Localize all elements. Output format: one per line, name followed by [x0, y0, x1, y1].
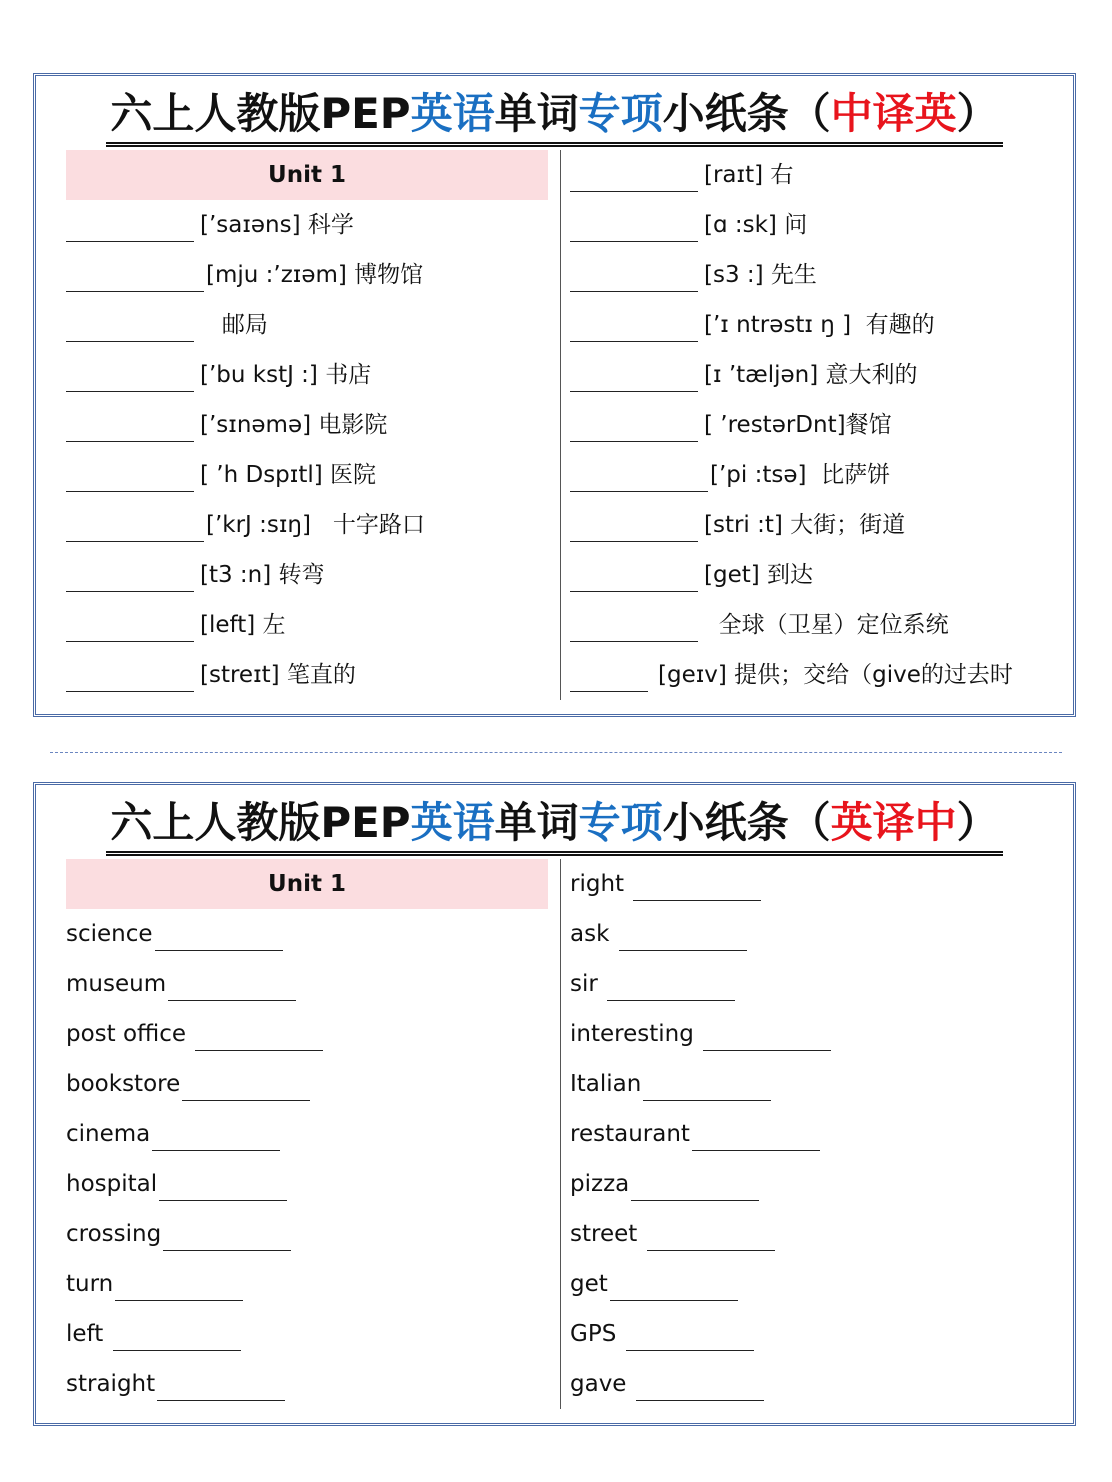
answer-blank[interactable]	[66, 490, 194, 492]
list-item	[570, 300, 1060, 350]
title-part: 英语	[410, 89, 495, 138]
phonetic-meaning: [s3 :] 先生	[704, 262, 817, 288]
list-item	[570, 400, 1060, 450]
phonetic-meaning: [raɪt] 右	[704, 162, 794, 188]
phonetic-meaning: [ ’h Dspɪtl] 医院	[200, 462, 377, 488]
list-item	[66, 250, 548, 300]
list-item	[66, 200, 548, 250]
phonetic-meaning: [t3 :n] 转弯	[200, 562, 325, 588]
list-item	[66, 1009, 548, 1059]
left-column	[66, 859, 548, 1409]
title-part: 六上人教版PEP	[110, 798, 411, 847]
answer-blank[interactable]	[626, 1349, 754, 1351]
title-part: 单词	[494, 798, 579, 847]
title-part: 小纸条（	[662, 798, 831, 847]
english-word: interesting	[570, 1021, 702, 1047]
list-item	[570, 859, 1060, 909]
answer-blank[interactable]	[66, 290, 204, 292]
answer-blank[interactable]	[570, 340, 698, 342]
list-item	[66, 1359, 548, 1409]
list-item	[66, 550, 548, 600]
column-divider	[560, 150, 561, 700]
answer-blank[interactable]	[570, 690, 648, 692]
card-title	[36, 84, 1073, 147]
answer-blank[interactable]	[155, 949, 283, 951]
list-item	[570, 250, 1060, 300]
english-word: post office	[66, 1021, 194, 1047]
answer-blank[interactable]	[66, 690, 194, 692]
english-word: museum	[66, 971, 167, 997]
list-item	[570, 1159, 1060, 1209]
list-item	[570, 200, 1060, 250]
list-item	[66, 650, 548, 700]
english-word: bookstore	[66, 1071, 181, 1097]
list-item	[570, 600, 1060, 650]
answer-blank[interactable]	[115, 1299, 243, 1301]
answer-blank[interactable]	[643, 1099, 771, 1101]
list-item	[66, 959, 548, 1009]
column-divider	[560, 859, 561, 1409]
title-part: 中译英	[830, 89, 957, 138]
list-item	[570, 450, 1060, 500]
answer-blank[interactable]	[570, 240, 698, 242]
answer-blank[interactable]	[570, 190, 698, 192]
answer-blank[interactable]	[66, 540, 204, 542]
english-word: cinema	[66, 1121, 151, 1147]
vocab-card-cn-to-en	[33, 73, 1076, 717]
list-item	[570, 1359, 1060, 1409]
right-column	[570, 150, 1060, 700]
list-item	[570, 500, 1060, 550]
answer-blank[interactable]	[570, 440, 698, 442]
answer-blank[interactable]	[570, 390, 698, 392]
english-word: street	[570, 1221, 645, 1247]
phonetic-meaning: [streɪt] 笔直的	[200, 662, 356, 688]
english-word: turn	[66, 1271, 114, 1297]
phonetic-meaning: [ɑ :sk] 问	[704, 212, 808, 238]
answer-blank[interactable]	[157, 1399, 285, 1401]
phonetic-meaning: [left] 左	[200, 612, 286, 638]
english-word: hospital	[66, 1171, 158, 1197]
title-part: 单词	[494, 89, 579, 138]
list-item	[66, 909, 548, 959]
list-item	[66, 500, 548, 550]
list-item	[570, 350, 1060, 400]
list-item	[66, 300, 548, 350]
phonetic-meaning: 全球（卫星）定位系统	[704, 612, 949, 638]
answer-blank[interactable]	[570, 290, 698, 292]
answer-blank[interactable]	[570, 640, 698, 642]
right-column	[570, 859, 1060, 1409]
answer-blank[interactable]	[692, 1149, 820, 1151]
english-word: left	[66, 1321, 111, 1347]
answer-blank[interactable]	[619, 949, 747, 951]
title-part: 小纸条（	[662, 89, 831, 138]
answer-blank[interactable]	[631, 1199, 759, 1201]
title-part: 专项	[578, 89, 663, 138]
list-item	[570, 909, 1060, 959]
list-item	[570, 550, 1060, 600]
answer-blank[interactable]	[152, 1149, 280, 1151]
answer-blank[interactable]	[195, 1049, 323, 1051]
list-item	[66, 1209, 548, 1259]
phonetic-meaning: [ɪ ’tæljən] 意大利的	[704, 362, 918, 388]
list-item	[66, 350, 548, 400]
phonetic-meaning: [’krJ :sɪŋ] 十字路口	[206, 512, 425, 538]
answer-blank[interactable]	[633, 899, 761, 901]
phonetic-meaning: 邮局	[200, 312, 268, 338]
list-item	[570, 150, 1060, 200]
answer-blank[interactable]	[570, 590, 698, 592]
list-item	[66, 600, 548, 650]
english-word: straight	[66, 1371, 156, 1397]
english-word: restaurant	[570, 1121, 690, 1147]
card-title	[36, 793, 1073, 856]
list-item	[570, 1009, 1060, 1059]
english-word: crossing	[66, 1221, 162, 1247]
unit-header: Unit 1	[66, 859, 548, 909]
english-word: right	[570, 871, 632, 897]
list-item	[570, 1309, 1060, 1359]
title-part: 英语	[410, 798, 495, 847]
phonetic-meaning: [’ɪ ntrəstɪ ŋ ] 有趣的	[704, 312, 935, 338]
english-word: get	[570, 1271, 608, 1297]
title-part: ）	[956, 89, 999, 138]
title-part: 专项	[578, 798, 663, 847]
phonetic-meaning: [’bu kstJ :] 书店	[200, 362, 372, 388]
answer-blank[interactable]	[570, 540, 698, 542]
english-word: Italian	[570, 1071, 642, 1097]
answer-blank[interactable]	[66, 240, 194, 242]
list-item	[66, 400, 548, 450]
answer-blank[interactable]	[159, 1199, 287, 1201]
list-item	[66, 450, 548, 500]
answer-blank[interactable]	[66, 390, 194, 392]
answer-blank[interactable]	[66, 340, 194, 342]
answer-blank[interactable]	[636, 1399, 764, 1401]
answer-blank[interactable]	[163, 1249, 291, 1251]
title-part: ）	[956, 798, 999, 847]
list-item	[570, 1109, 1060, 1159]
answer-blank[interactable]	[113, 1349, 241, 1351]
english-word: sir	[570, 971, 606, 997]
answer-blank[interactable]	[703, 1049, 831, 1051]
english-word: science	[66, 921, 153, 947]
list-item	[570, 959, 1060, 1009]
list-item	[66, 1109, 548, 1159]
answer-blank[interactable]	[168, 999, 296, 1001]
english-word: pizza	[570, 1171, 630, 1197]
list-item	[570, 650, 1060, 700]
answer-blank[interactable]	[610, 1299, 738, 1301]
list-item	[66, 1059, 548, 1109]
answer-blank[interactable]	[647, 1249, 775, 1251]
phonetic-meaning: [’sɪnəmə] 电影院	[200, 412, 388, 438]
title-part: 英译中	[830, 798, 957, 847]
list-item	[66, 1259, 548, 1309]
phonetic-meaning: [ ’restərDnt]餐馆	[704, 412, 892, 438]
answer-blank[interactable]	[607, 999, 735, 1001]
answer-blank[interactable]	[66, 440, 194, 442]
list-item	[66, 1309, 548, 1359]
answer-blank[interactable]	[182, 1099, 310, 1101]
answer-blank[interactable]	[66, 590, 194, 592]
phonetic-meaning: [mju :’zɪəm] 博物馆	[206, 262, 424, 288]
phonetic-meaning: [stri :t] 大街；街道	[704, 512, 906, 538]
english-word: ask	[570, 921, 617, 947]
english-word: gave	[570, 1371, 634, 1397]
answer-blank[interactable]	[66, 640, 194, 642]
list-item	[570, 1259, 1060, 1309]
cut-line	[50, 752, 1062, 753]
vocab-card-en-to-cn	[33, 782, 1076, 1426]
list-item	[66, 1159, 548, 1209]
list-item	[570, 1059, 1060, 1109]
phonetic-meaning: [’pi :tsə] 比萨饼	[710, 462, 891, 488]
list-item	[570, 1209, 1060, 1259]
left-column	[66, 150, 548, 700]
phonetic-meaning: [’saɪəns] 科学	[200, 212, 354, 238]
english-word: GPS	[570, 1321, 624, 1347]
answer-blank[interactable]	[570, 490, 708, 492]
title-part: 六上人教版PEP	[110, 89, 411, 138]
phonetic-meaning: [geɪv] 提供；交给（give的过去时	[658, 662, 1013, 688]
unit-header: Unit 1	[66, 150, 548, 200]
phonetic-meaning: [get] 到达	[704, 562, 814, 588]
